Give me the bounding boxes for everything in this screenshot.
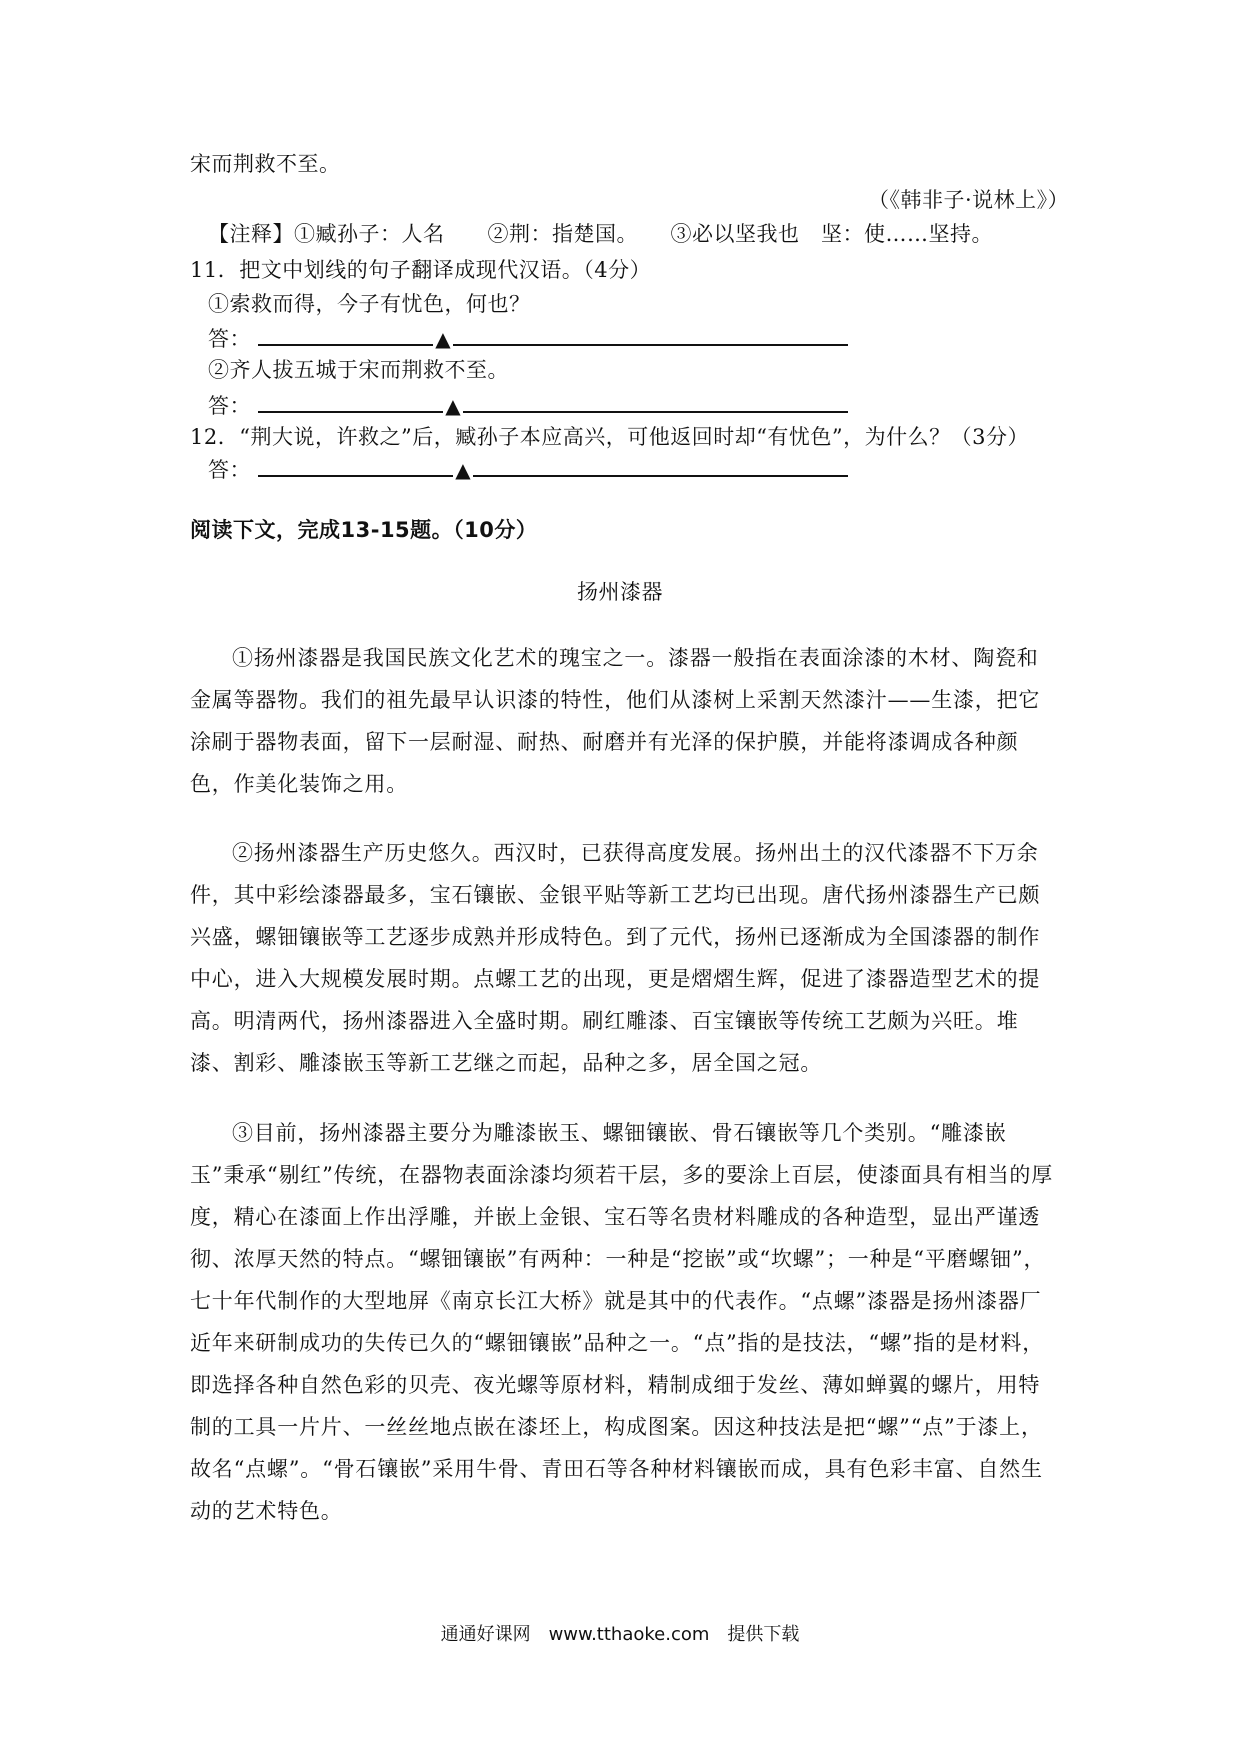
question-11-item-1: ①索救而得，今子有忧色，何也？ — [208, 292, 531, 316]
section-heading: 阅读下文，完成13-15题。（10分） — [190, 518, 538, 542]
article-title: 扬州漆器 — [577, 580, 663, 604]
answer-marker: ▲ — [435, 327, 452, 351]
page-footer: 通通好课网 www.tthaoke.com 提供下载 — [440, 1624, 800, 1645]
answer-label: 答： — [208, 327, 251, 351]
answer-line-3 — [208, 456, 848, 484]
answer-line-1 — [208, 325, 848, 353]
article-paragraph-2 — [190, 832, 1060, 1084]
answer-label: 答： — [208, 394, 251, 418]
answer-marker: ▲ — [455, 458, 472, 482]
question-11-prompt: 11．把文中划线的句子翻译成现代汉语。（4分） — [190, 258, 652, 282]
annotation-notes: 【注释】①臧孙子：人名 ②荆：指楚国。 ③必以坚我也 坚：使……坚持。 — [208, 222, 993, 246]
text-fragment: 宋而荆救不至。 — [190, 152, 341, 176]
answer-blank[interactable] — [473, 457, 848, 477]
source-citation: （《韩非子·说林上》） — [868, 188, 1070, 212]
answer-label: 答： — [208, 458, 251, 482]
answer-blank[interactable] — [258, 326, 433, 346]
paragraph-text: ③目前，扬州漆器主要分为雕漆嵌玉、螺钿镶嵌、骨石镶嵌等几个类别。“雕漆嵌玉”秉承“剔红”传统，在器物表面涂漆均须若干层，多的要涂上百层，使漆面具有相当的厚度，精心在漆面上作出浮雕，并嵌上金银、宝石等名贵材料雕成的各种造型，显出严谨透彻、浓厚天然的特点。“螺钿镶嵌”有两种：一种是“挖嵌”或“坎螺”；一种是“平磨螺钿”，七十年代制作的大型地屏《南京长江大桥》就是其中的代表作。“点螺”漆器是扬州漆器厂近年来研制成功的失传已久的“螺钿镶嵌”品种之一。“点”指的是技法，“螺”指的是材料，即选择各种自然色彩的贝壳、夜光螺等原材料，精制成细于发丝、薄如蝉翼的螺片，用特制的工具一片片、一丝丝地点嵌在漆坯上，构成图案。因这种技法是把“螺”“点”于漆上，故名“点螺”。“骨石镶嵌”采用牛骨、青田石等各种材料镶嵌而成，具有色彩丰富、自然生动的艺术特色。 — [190, 1121, 1054, 1523]
answer-blank[interactable] — [258, 393, 443, 413]
answer-blank[interactable] — [463, 393, 848, 413]
question-11-item-2: ②齐人拔五城于宋而荆救不至。 — [208, 358, 509, 382]
question-12-prompt: 12．“荆大说，许救之”后，臧孙子本应高兴，可他返回时却“有忧色”，为什么？（3分） — [190, 425, 1030, 449]
answer-marker: ▲ — [445, 394, 462, 418]
article-paragraph-1 — [190, 637, 1060, 805]
answer-blank[interactable] — [453, 326, 848, 346]
answer-line-2 — [208, 392, 848, 420]
answer-blank[interactable] — [258, 457, 453, 477]
paragraph-text: ②扬州漆器生产历史悠久。西汉时，已获得高度发展。扬州出土的汉代漆器不下万余件，其中彩绘漆器最多，宝石镶嵌、金银平贴等新工艺均已出现。唐代扬州漆器生产已颇兴盛，螺钿镶嵌等工艺逐步成熟并形成特色。到了元代，扬州已逐渐成为全国漆器的制作中心，进入大规模发展时期。点螺工艺的出现，更是熠熠生辉，促进了漆器造型艺术的提高。明清两代，扬州漆器进入全盛时期。刷红雕漆、百宝镶嵌等传统工艺颇为兴旺。堆漆、割彩、雕漆嵌玉等新工艺继之而起，品种之多，居全国之冠。 — [190, 841, 1041, 1075]
paragraph-text: ①扬州漆器是我国民族文化艺术的瑰宝之一。漆器一般指在表面涂漆的木材、陶瓷和金属等器物。我们的祖先最早认识漆的特性，他们从漆树上采割天然漆汁——生漆，把它涂刷于器物表面，留下一层耐湿、耐热、耐磨并有光泽的保护膜，并能将漆调成各种颜色，作美化装饰之用。 — [190, 646, 1041, 796]
article-paragraph-3 — [190, 1112, 1060, 1532]
